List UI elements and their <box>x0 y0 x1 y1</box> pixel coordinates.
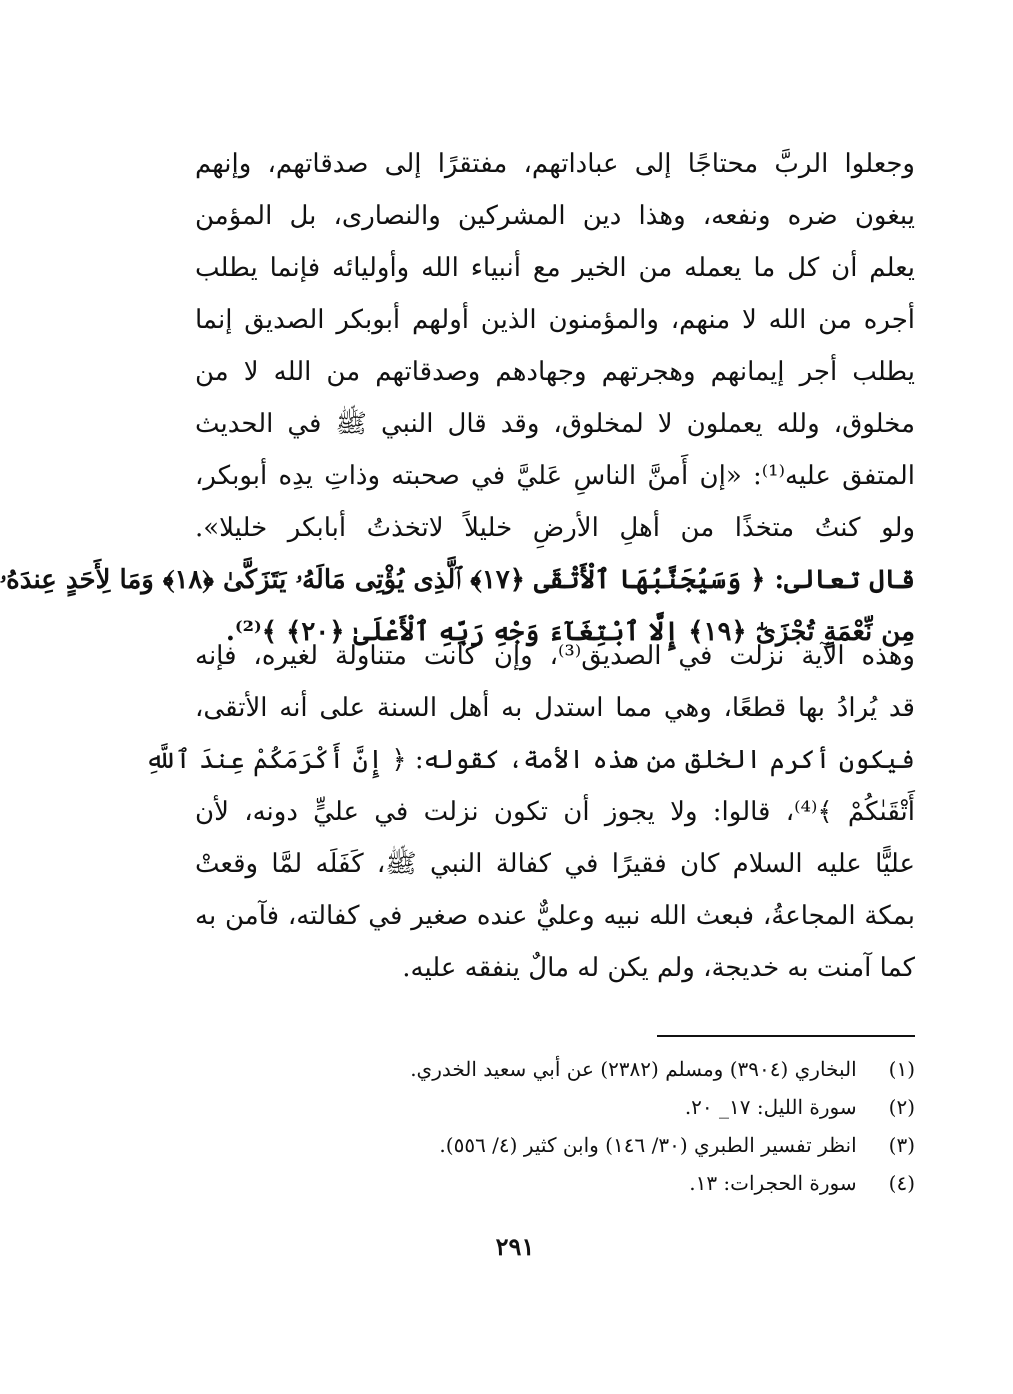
text-line: يعلم أن كل ما يعمله من الخير مع أنبياء الله وأوليائه فإنما يطلب <box>195 253 915 283</box>
quran-verse-line: مِن نِّعْمَةٍ تُجْزَىٰٓ ﴿١٩﴾ إِلَّا ٱبْتِغَآءَ وَجْهِ رَبِّهِ ٱلْأَعْلَىٰ ﴿٢٠﴾ ﴾⁽²⁾. <box>225 617 915 647</box>
text-line: قد يُرادُ بها قطعًا، وهي مما استدل به أهل السنة على أنه الأتقى، <box>195 693 915 723</box>
footnote-text: سورة الليل: ١٧_ ٢٠. <box>684 1095 857 1119</box>
text-line: كما آمنت به خديجة، ولم يكن له مالٌ ينفقه عليه. <box>402 953 915 983</box>
text-line: مخلوق، ولله يعملون لا لمخلوق، وقد قال النبي ﷺ في الحديث <box>195 409 915 439</box>
text-line: يبغون ضره ونفعه، وهذا دين المشركين والنصارى، بل المؤمن <box>195 201 915 231</box>
footnote-item <box>195 1088 915 1126</box>
text-line: أجره من الله لا منهم، والمؤمنون الذين أولهم أبوبكر الصديق إنما <box>195 305 915 335</box>
footnote-item <box>195 1126 915 1164</box>
footnote-item <box>195 1050 915 1088</box>
text-line: وهذه الآية نزلت في الصديق⁽³⁾، وإن كانت متناولة لغيره، فإنه <box>195 641 915 671</box>
footnote-number: (٤) <box>888 1171 915 1195</box>
footnote-text: سورة الحجرات: ١٣. <box>689 1171 857 1195</box>
text-line: بمكة المجاعةُ، فبعث الله نبيه وعليٌّ عنده صغير في كفالته، فآمن به <box>195 901 915 931</box>
book-page <box>0 138 915 1378</box>
footnote-item <box>195 1164 915 1202</box>
footnote-number: (٣) <box>888 1133 915 1157</box>
footnote-text: البخاري (٣٩٠٤) ومسلم (٢٣٨٢) عن أبي سعيد الخدري. <box>410 1057 857 1081</box>
text-line: عليًّا عليه السلام كان فقيرًا في كفالة النبي ﷺ، كَفَلَه لمَّا وقعتْ <box>195 849 915 879</box>
footnote-text: انظر تفسير الطبري (٣٠/ ١٤٦) وابن كثير (٤/ ٥٥٦). <box>439 1133 857 1157</box>
text-line: المتفق عليه⁽¹⁾: «إن أَمنَّ الناسِ عَليَّ في صحبته وذاتِ يدِه أبوبكر، <box>195 461 915 491</box>
text-line: يطلب أجر إيمانهم وهجرتهم وجهادهم وصدقاتهم من الله لا من <box>195 357 915 387</box>
paragraph-1 <box>0 138 915 658</box>
text-line: ولو كنتُ متخذًا من أهلِ الأرضِ خليلاً لاتخذتُ أبابكر خليلا». <box>195 513 915 543</box>
page-number: ٢٩١ <box>495 1232 535 1261</box>
quran-verse-line: قال تعالى: ﴿ وَسَيُجَنَّبُهَا ٱلْأَتْقَى ﴿١٧﴾ ٱلَّذِى يُؤْتِى مَالَهُۥ يَتَزَكَّىٰ ﴿١٨﴾ وَمَا لِأَحَدٍ عِندَهُۥ <box>0 565 915 595</box>
footnote-divider <box>657 1035 915 1037</box>
text-line: وجعلوا الربَّ محتاجًا إلى عباداتهم، مفتقرًا إلى صدقاتهم، وإنهم <box>195 149 915 179</box>
footnote-number: (٢) <box>888 1095 915 1119</box>
text-line: أَتْقَىٰكُمْ ﴾⁽⁴⁾، قالوا: ولا يجوز أن تكون نزلت في عليٍّ دونه، لأن <box>195 797 915 827</box>
footnote-number: (١) <box>888 1057 915 1081</box>
footnotes-list <box>195 1050 915 1202</box>
paragraph-2 <box>145 630 915 994</box>
text-line: فيكون أكرم الخلق من هذه الأمة، كقوله: ﴿ إِنَّ أَكْرَمَكُمْ عِندَ ٱللَّهِ <box>145 745 915 775</box>
